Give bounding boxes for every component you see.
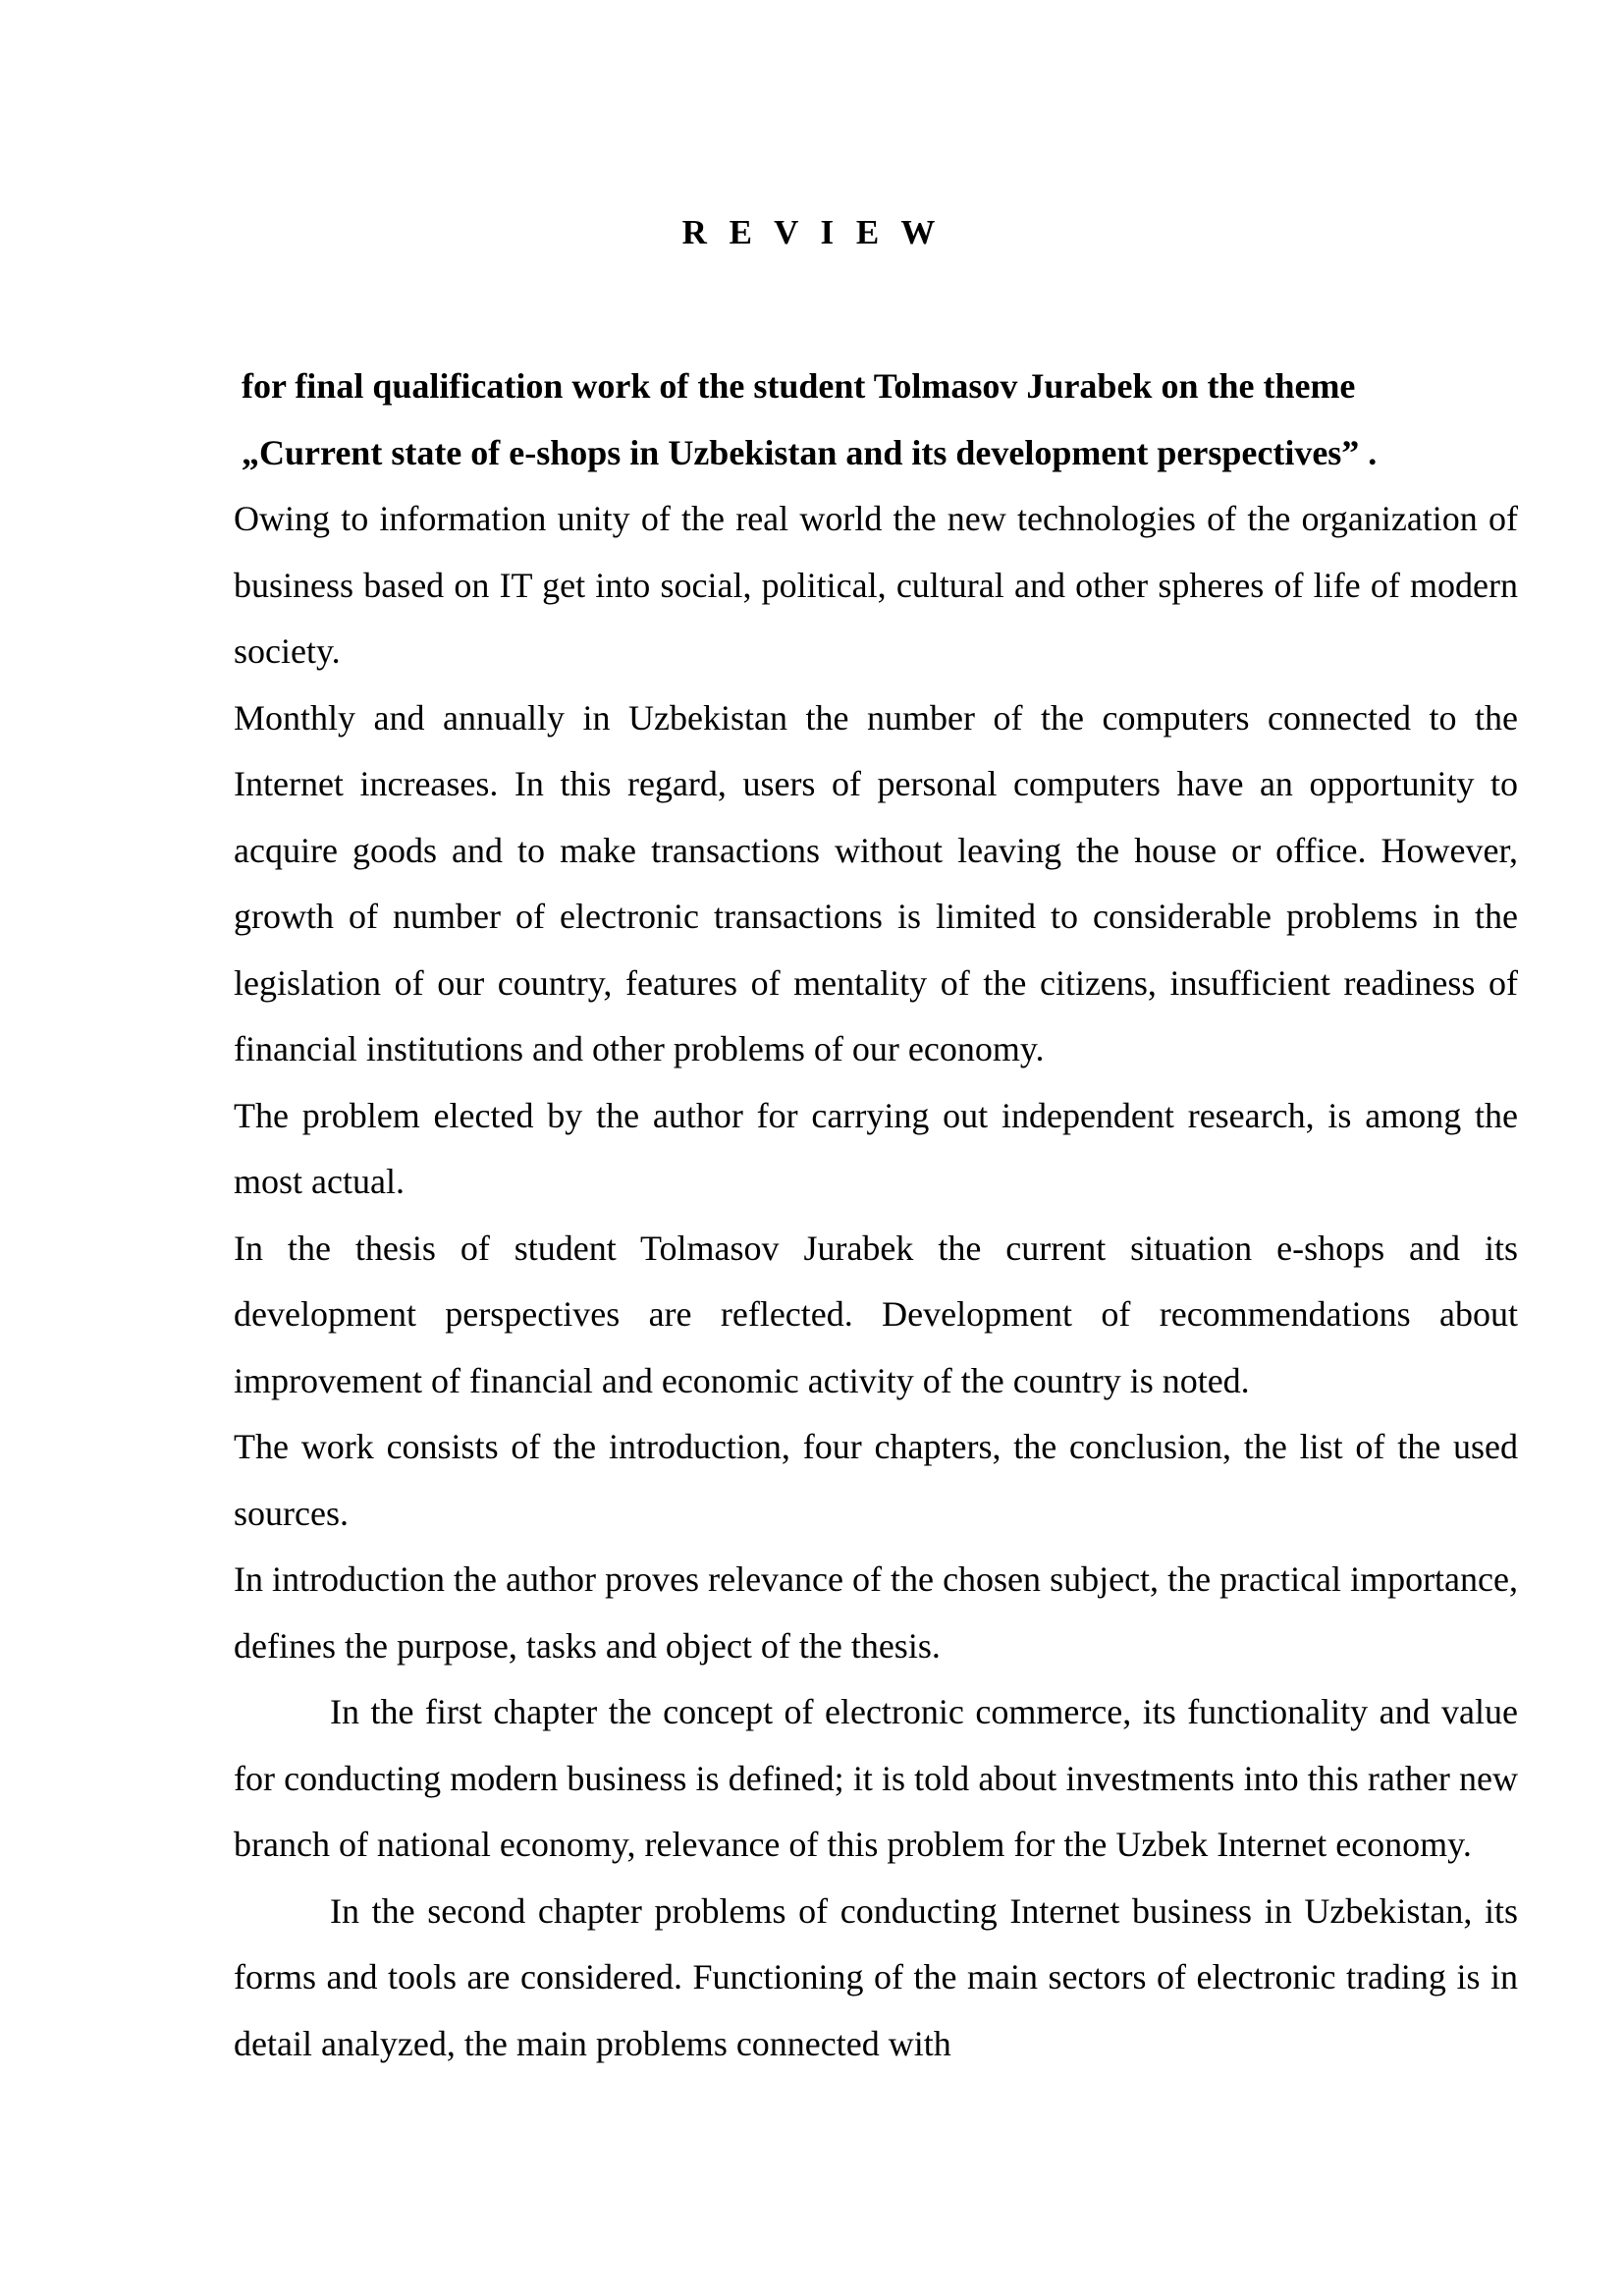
subtitle-line-2: „Current state of e-shops in Uzbekistan and its development perspectives” . xyxy=(242,432,1378,472)
document-title: R E V I E W xyxy=(681,213,943,251)
subtitle-line-1: for final qualification work of the student Tolmasov Jurabek on the theme xyxy=(242,366,1356,406)
paragraph-6: In introduction the author proves relevance of the chosen subject, the practical importance, defines the purpose, tasks and object of the thesis. xyxy=(234,1559,1518,1666)
paragraph-4: In the thesis of student Tolmasov Jurabek the current situation e-shops and its development perspectives are reflected. Development of recommendations about improvement of financial and economic activity of the country is noted. xyxy=(234,1228,1518,1400)
paragraph-3: The problem elected by the author for carrying out independent research, is among the most actual. xyxy=(234,1095,1518,1201)
document-body xyxy=(234,354,1518,2077)
paragraph-5: The work consists of the introduction, four chapters, the conclusion, the list of the used sources. xyxy=(234,1427,1518,1533)
paragraph-1: Owing to information unity of the real world the new technologies of the organization of business based on IT get into social, political, cultural and other spheres of life of modern society. xyxy=(234,499,1518,671)
paragraph-2: Monthly and annually in Uzbekistan the number of the computers connected to the Internet increases. In this regard, users of personal computers have an opportunity to acquire goods and to make transactions without leaving the house or office. However, growth of number of electronic transactions is limited to considerable problems in the legislation of our country, features of mentality of the citizens, insufficient readiness of financial institutions and other problems of our economy. xyxy=(234,697,1518,1068)
paragraph-8: In the second chapter problems of conducting Internet business in Uzbekistan, its forms and tools are considered. Functioning of the main sectors of electronic trading is in detail analyzed, the main problems connected with xyxy=(234,1890,1518,2063)
paragraph-7: In the first chapter the concept of electronic commerce, its functionality and value for conducting modern business is defined; it is told about investments into this rather new branch of national economy, relevance of this problem for the Uzbek Internet economy. xyxy=(234,1692,1518,1864)
